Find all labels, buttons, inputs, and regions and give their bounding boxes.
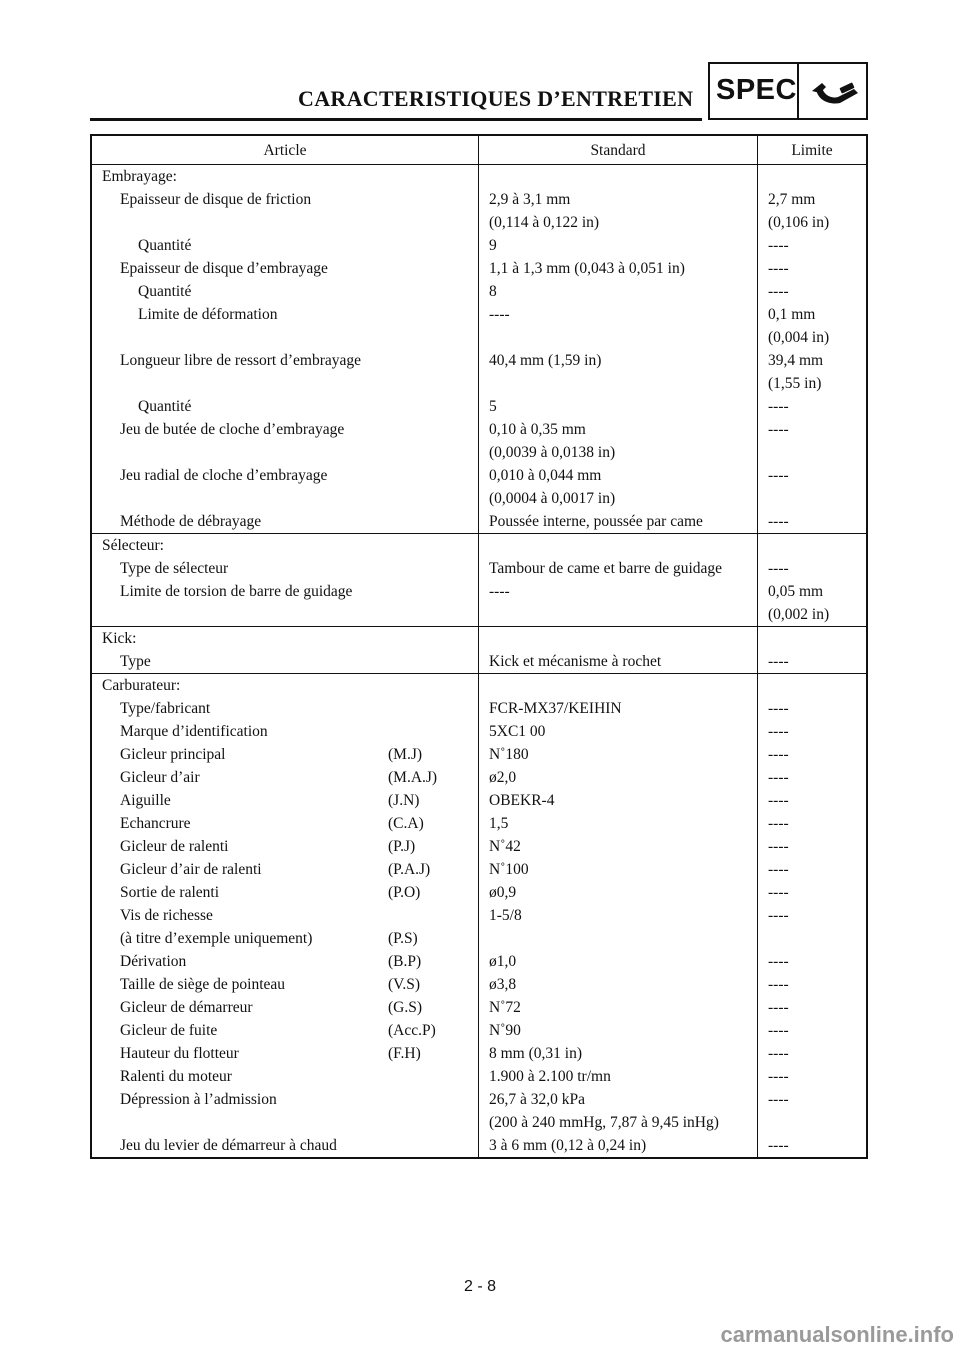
table-row	[91, 950, 867, 973]
limit-value: ----	[768, 421, 789, 438]
standard-cell	[479, 557, 758, 580]
item-label: Epaisseur de disque d’embrayage	[120, 260, 328, 277]
limit-cell	[758, 165, 868, 189]
standard-cell	[479, 1088, 758, 1134]
article-cell	[91, 766, 479, 789]
limit-value: ----	[768, 1137, 789, 1154]
standard-value: 1,1 à 1,3 mm (0,043 à 0,051 in)	[489, 260, 685, 277]
limit-cell	[758, 1019, 868, 1042]
limit-cell	[758, 1065, 868, 1088]
table-row	[91, 257, 867, 280]
standard-cell	[479, 1019, 758, 1042]
limit-cell	[758, 789, 868, 812]
item-code: (M.J)	[388, 746, 423, 763]
table-row	[91, 650, 867, 674]
table-row	[91, 234, 867, 257]
page-number: 2 - 8	[463, 1278, 496, 1295]
item-code: (Acc.P)	[388, 1022, 436, 1039]
limit-value: ----	[768, 283, 789, 300]
standard-value: 1-5/8	[489, 907, 522, 924]
item-label: Gicleur de ralenti	[120, 838, 229, 855]
standard-value: N˚100	[489, 861, 529, 878]
standard-value: (200 à 240 mmHg, 7,87 à 9,45 inHg)	[489, 1114, 719, 1131]
item-code: (P.S)	[388, 930, 418, 947]
limit-value: ----	[768, 769, 789, 786]
item-label: Jeu de butée de cloche d’embrayage	[120, 421, 345, 438]
item-label: Taille de siège de pointeau	[120, 976, 286, 993]
limit-value: ----	[768, 746, 789, 763]
standard-value: N˚180	[489, 746, 529, 763]
limit-value: ----	[768, 260, 789, 277]
article-cell	[91, 627, 479, 651]
standard-cell	[479, 973, 758, 996]
limit-value: ----	[768, 907, 789, 924]
table-header-row	[91, 135, 867, 165]
item-label: Quantité	[138, 398, 192, 415]
standard-value: 2,9 à 3,1 mm	[489, 191, 571, 208]
article-cell	[91, 1065, 479, 1088]
item-label: Type de sélecteur	[120, 560, 229, 577]
standard-cell	[479, 720, 758, 743]
standard-cell	[479, 835, 758, 858]
limit-cell	[758, 1042, 868, 1065]
limit-cell	[758, 280, 868, 303]
article-cell	[91, 257, 479, 280]
limit-value: ----	[768, 653, 789, 670]
limit-cell	[758, 812, 868, 835]
table-row	[91, 280, 867, 303]
limit-value: ----	[768, 1068, 789, 1085]
article-cell	[91, 720, 479, 743]
limit-value: (1,55 in)	[768, 375, 822, 392]
item-label: Marque d’identification	[120, 723, 268, 740]
limit-cell	[758, 1134, 868, 1158]
standard-value: 5	[489, 398, 497, 415]
article-cell	[91, 950, 479, 973]
item-label: Gicleur d’air	[120, 769, 200, 786]
standard-cell	[479, 280, 758, 303]
limit-value: 39,4 mm	[768, 352, 824, 369]
item-label: Gicleur de fuite	[120, 1022, 218, 1039]
article-cell	[91, 303, 479, 349]
limit-cell	[758, 743, 868, 766]
col-limite: Limite	[758, 135, 868, 165]
standard-cell	[479, 349, 758, 395]
limit-cell	[758, 858, 868, 881]
limit-cell	[758, 557, 868, 580]
standard-value: 8	[489, 283, 497, 300]
item-code: (C.A)	[388, 815, 424, 832]
limit-cell	[758, 904, 868, 950]
col-standard: Standard	[479, 135, 758, 165]
standard-value: N˚72	[489, 999, 521, 1016]
article-cell	[91, 234, 479, 257]
limit-cell	[758, 534, 868, 558]
article-cell	[91, 858, 479, 881]
item-label: Type/fabricant	[120, 700, 211, 717]
table-row	[91, 996, 867, 1019]
article-cell	[91, 510, 479, 534]
table-body	[91, 165, 867, 1159]
table-row	[91, 418, 867, 464]
standard-cell	[479, 697, 758, 720]
badge-divider	[797, 64, 799, 118]
item-label-line2: (à titre d’exemple uniquement)	[120, 930, 313, 947]
standard-cell	[479, 534, 758, 558]
table-row	[91, 812, 867, 835]
table-row	[91, 881, 867, 904]
standard-value: ø2,0	[489, 769, 517, 786]
standard-value: 8 mm (0,31 in)	[489, 1045, 582, 1062]
standard-value: 1,5	[489, 815, 509, 832]
article-cell	[91, 812, 479, 835]
standard-value: ø1,0	[489, 953, 517, 970]
section-heading: Kick:	[102, 630, 137, 647]
item-code: (P.J)	[388, 838, 416, 855]
article-cell	[91, 1088, 479, 1134]
limit-cell	[758, 950, 868, 973]
table-row	[91, 835, 867, 858]
page-title: CARACTERISTIQUES D’ENTRETIEN	[298, 86, 694, 111]
item-label: Dépression à l’admission	[120, 1091, 277, 1108]
table-row	[91, 349, 867, 395]
table-row	[91, 1019, 867, 1042]
limit-cell	[758, 234, 868, 257]
article-cell	[91, 165, 479, 189]
standard-cell	[479, 510, 758, 534]
standard-cell	[479, 996, 758, 1019]
table-row	[91, 973, 867, 996]
limit-value: ----	[768, 976, 789, 993]
limit-cell	[758, 835, 868, 858]
limit-value: ----	[768, 467, 789, 484]
limit-cell	[758, 464, 868, 510]
item-label: Méthode de débrayage	[120, 513, 262, 530]
limit-cell	[758, 1088, 868, 1134]
item-label: Limite de torsion de barre de guidage	[120, 583, 353, 600]
standard-cell	[479, 766, 758, 789]
limit-cell	[758, 697, 868, 720]
section-heading: Sélecteur:	[102, 537, 164, 554]
article-cell	[91, 395, 479, 418]
limit-value: ----	[768, 237, 789, 254]
standard-value: 40,4 mm (1,59 in)	[489, 352, 602, 369]
article-cell	[91, 996, 479, 1019]
item-label: Limite de déformation	[138, 306, 278, 323]
section-row	[91, 534, 867, 558]
item-label: Hauteur du flotteur	[120, 1045, 239, 1062]
limit-cell	[758, 650, 868, 674]
section-row	[91, 627, 867, 651]
item-code: (V.S)	[388, 976, 421, 993]
limit-value: ----	[768, 953, 789, 970]
item-code: (B.P)	[388, 953, 422, 970]
spec-table	[90, 134, 868, 1159]
limit-value: ----	[768, 700, 789, 717]
article-cell	[91, 1042, 479, 1065]
standard-value: N˚42	[489, 838, 521, 855]
standard-cell	[479, 881, 758, 904]
item-label: Quantité	[138, 237, 192, 254]
standard-value: FCR-MX37/KEIHIN	[489, 700, 622, 717]
section-row	[91, 165, 867, 189]
article-cell	[91, 580, 479, 627]
limit-value: ----	[768, 815, 789, 832]
table-row	[91, 1088, 867, 1134]
standard-cell	[479, 1065, 758, 1088]
table-row	[91, 904, 867, 950]
item-code: (F.H)	[388, 1045, 421, 1062]
standard-value: OBEKR-4	[489, 792, 555, 809]
item-label: Jeu du levier de démarreur à chaud	[120, 1137, 337, 1154]
limit-cell	[758, 303, 868, 349]
standard-cell	[479, 627, 758, 651]
standard-value: 0,10 à 0,35 mm	[489, 421, 586, 438]
limit-cell	[758, 674, 868, 698]
title-underline	[90, 118, 702, 121]
standard-cell	[479, 165, 758, 189]
item-label: Longueur libre de ressort d’embrayage	[120, 352, 362, 369]
standard-cell	[479, 257, 758, 280]
item-label: Type	[120, 653, 151, 670]
table-row	[91, 580, 867, 627]
limit-cell	[758, 881, 868, 904]
limit-cell	[758, 627, 868, 651]
article-cell	[91, 280, 479, 303]
table-row	[91, 464, 867, 510]
limit-value: 2,7 mm	[768, 191, 816, 208]
article-cell	[91, 650, 479, 674]
item-label: Epaisseur de disque de friction	[120, 191, 312, 208]
standard-value: Tambour de came et barre de guidage	[489, 560, 723, 577]
table-row	[91, 1065, 867, 1088]
limit-cell	[758, 580, 868, 627]
table-row	[91, 743, 867, 766]
item-label: Gicleur principal	[120, 746, 226, 763]
table-row	[91, 303, 867, 349]
limit-cell	[758, 188, 868, 234]
table-row	[91, 858, 867, 881]
item-label: Dérivation	[120, 953, 187, 970]
spec-badge-text: SPEC	[716, 74, 797, 106]
article-cell	[91, 835, 479, 858]
limit-cell	[758, 395, 868, 418]
item-code: (J.N)	[388, 792, 420, 809]
article-cell	[91, 904, 479, 950]
table-row	[91, 766, 867, 789]
item-label: Sortie de ralenti	[120, 884, 219, 901]
section-heading: Embrayage:	[102, 168, 177, 185]
article-cell	[91, 349, 479, 395]
standard-value: Poussée interne, poussée par came	[489, 513, 703, 530]
limit-value: 0,1 mm	[768, 306, 816, 323]
item-label: Vis de richesse	[120, 907, 213, 924]
limit-value: (0,002 in)	[768, 606, 830, 623]
standard-cell	[479, 188, 758, 234]
article-cell	[91, 557, 479, 580]
standard-cell	[479, 395, 758, 418]
standard-cell	[479, 858, 758, 881]
table-row	[91, 789, 867, 812]
table-row	[91, 1134, 867, 1158]
article-cell	[91, 789, 479, 812]
standard-cell	[479, 580, 758, 627]
limit-cell	[758, 766, 868, 789]
limit-value: ----	[768, 398, 789, 415]
standard-cell	[479, 743, 758, 766]
limit-cell	[758, 720, 868, 743]
article-cell	[91, 973, 479, 996]
item-label: Ralenti du moteur	[120, 1068, 232, 1085]
limit-cell	[758, 349, 868, 395]
table-row	[91, 188, 867, 234]
limit-cell	[758, 973, 868, 996]
standard-cell	[479, 464, 758, 510]
standard-cell	[479, 1042, 758, 1065]
limit-value: ----	[768, 1091, 789, 1108]
item-label: Gicleur d’air de ralenti	[120, 861, 262, 878]
item-label: Quantité	[138, 283, 192, 300]
spec-badge	[708, 62, 868, 120]
standard-value: N˚90	[489, 1022, 521, 1039]
standard-cell	[479, 650, 758, 674]
item-label: Echancrure	[120, 815, 191, 832]
standard-value: 3 à 6 mm (0,12 à 0,24 in)	[489, 1137, 647, 1154]
standard-cell	[479, 234, 758, 257]
standard-value: ----	[489, 583, 510, 600]
limit-value: ----	[768, 999, 789, 1016]
limit-cell	[758, 510, 868, 534]
standard-value: 5XC1 00	[489, 723, 546, 740]
limit-value: ----	[768, 560, 789, 577]
standard-value: 26,7 à 32,0 kPa	[489, 1091, 586, 1108]
limit-cell	[758, 418, 868, 464]
limit-value: ----	[768, 884, 789, 901]
standard-value: ø0,9	[489, 884, 517, 901]
standard-value: (0,114 à 0,122 in)	[489, 214, 600, 231]
article-cell	[91, 534, 479, 558]
table-row	[91, 697, 867, 720]
article-cell	[91, 464, 479, 510]
limit-value: 0,05 mm	[768, 583, 824, 600]
item-label: Gicleur de démarreur	[120, 999, 253, 1016]
wrench-icon	[810, 77, 860, 107]
limit-value: (0,106 in)	[768, 214, 830, 231]
standard-value: 1.900 à 2.100 tr/mn	[489, 1068, 611, 1085]
limit-value: ----	[768, 513, 789, 530]
standard-cell	[479, 674, 758, 698]
table-row	[91, 720, 867, 743]
standard-cell	[479, 303, 758, 349]
standard-cell	[479, 789, 758, 812]
standard-value: 0,010 à 0,044 mm	[489, 467, 602, 484]
standard-cell	[479, 812, 758, 835]
table-row	[91, 557, 867, 580]
item-code: (P.O)	[388, 884, 421, 901]
limit-value: ----	[768, 1045, 789, 1062]
article-cell	[91, 188, 479, 234]
article-cell	[91, 743, 479, 766]
item-label: Aiguille	[120, 792, 171, 809]
standard-value: 9	[489, 237, 497, 254]
limit-value: ----	[768, 861, 789, 878]
article-cell	[91, 674, 479, 698]
standard-value: (0,0004 à 0,0017 in)	[489, 490, 616, 507]
standard-value: (0,0039 à 0,0138 in)	[489, 444, 616, 461]
article-cell	[91, 1019, 479, 1042]
watermark: carmanualsonline.info	[720, 1322, 954, 1347]
standard-cell	[479, 1134, 758, 1158]
article-cell	[91, 881, 479, 904]
standard-cell	[479, 418, 758, 464]
table-row	[91, 1042, 867, 1065]
standard-value: ----	[489, 306, 510, 323]
standard-value: Kick et mécanisme à rochet	[489, 653, 662, 670]
limit-value: ----	[768, 792, 789, 809]
limit-value: ----	[768, 723, 789, 740]
col-article: Article	[91, 135, 479, 165]
section-row	[91, 674, 867, 698]
item-code: (G.S)	[388, 999, 423, 1016]
limit-value: (0,004 in)	[768, 329, 830, 346]
limit-value: ----	[768, 838, 789, 855]
table-row	[91, 395, 867, 418]
item-code: (M.A.J)	[388, 769, 438, 786]
limit-value: ----	[768, 1022, 789, 1039]
article-cell	[91, 418, 479, 464]
limit-cell	[758, 996, 868, 1019]
article-cell	[91, 1134, 479, 1158]
section-heading: Carburateur:	[102, 677, 181, 694]
standard-cell	[479, 904, 758, 950]
standard-value: ø3,8	[489, 976, 517, 993]
item-code: (P.A.J)	[388, 861, 431, 878]
limit-cell	[758, 257, 868, 280]
standard-cell	[479, 950, 758, 973]
table-row	[91, 510, 867, 534]
article-cell	[91, 697, 479, 720]
item-label: Jeu radial de cloche d’embrayage	[120, 467, 328, 484]
